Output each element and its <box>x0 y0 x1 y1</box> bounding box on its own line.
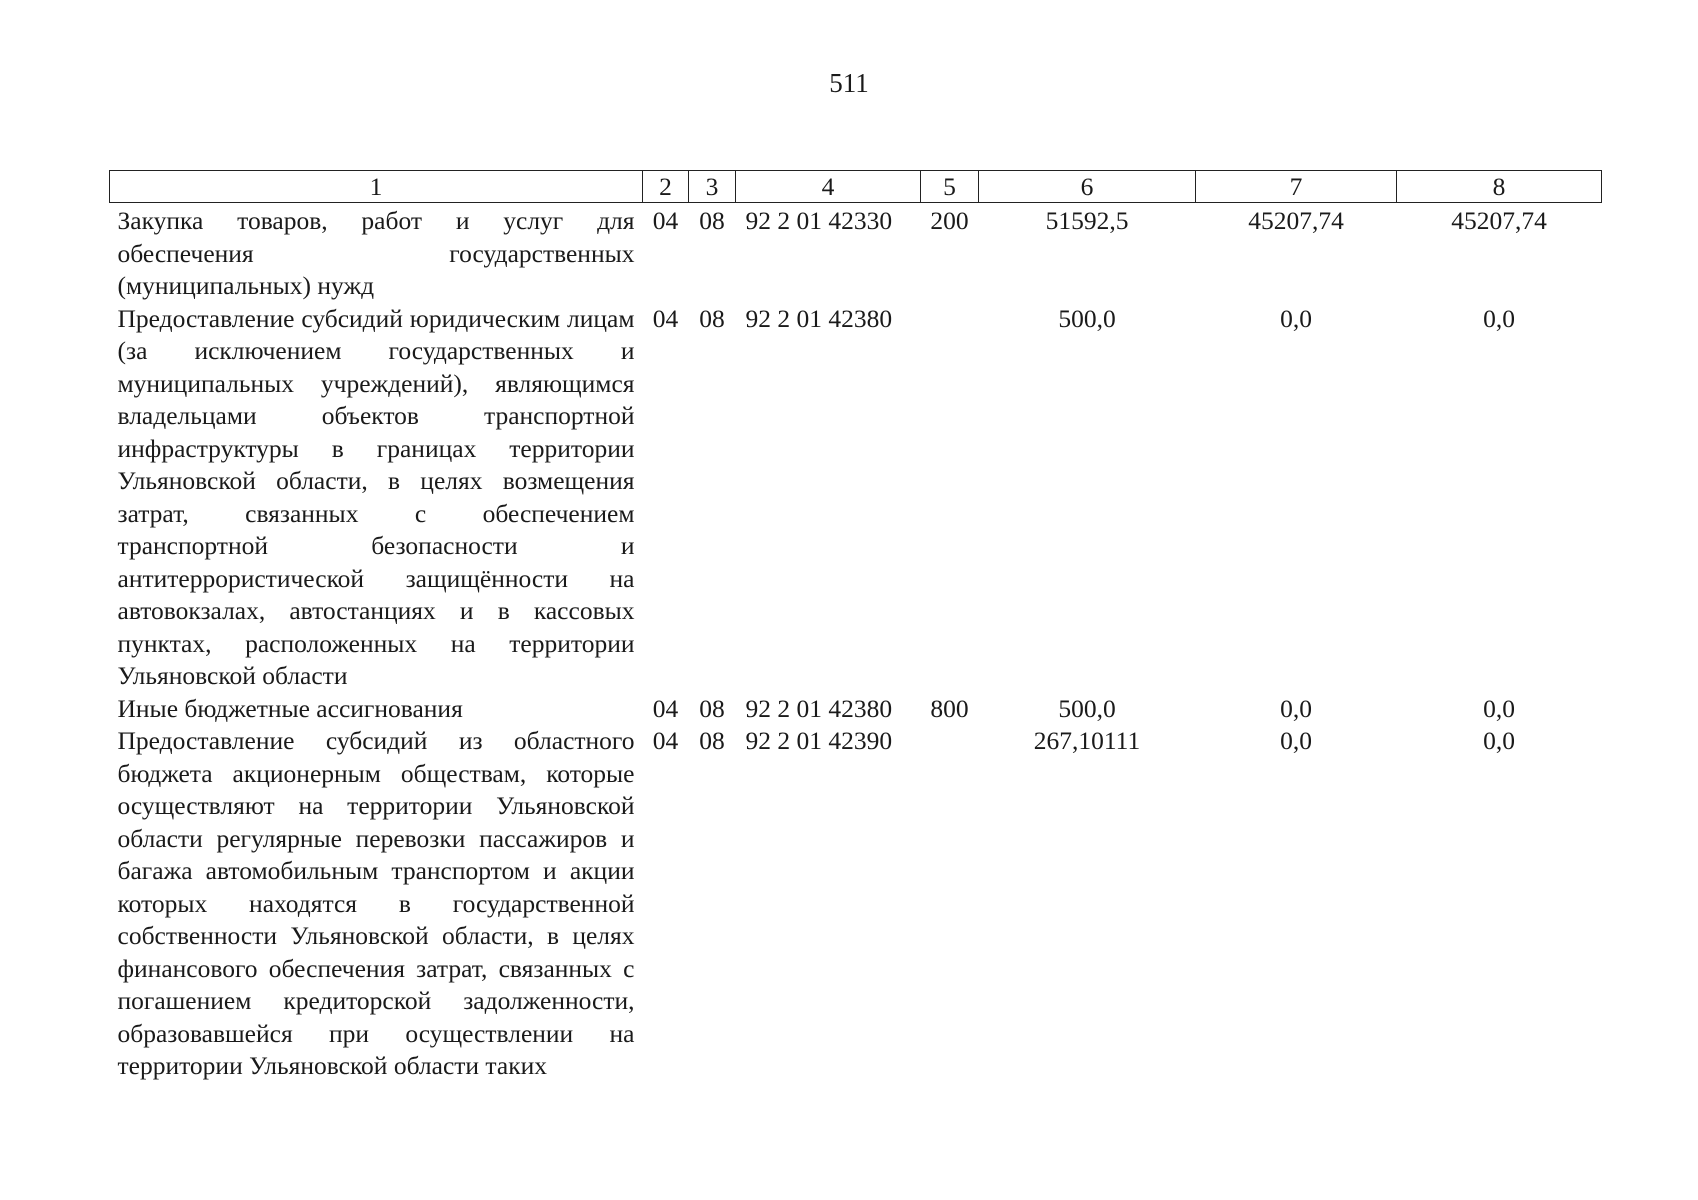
table-row <box>110 725 1602 1083</box>
row-section: 04 <box>652 726 679 755</box>
budget-table <box>109 170 1602 1083</box>
header-col-1: 1 <box>110 171 643 203</box>
page-number: 511 <box>829 68 869 98</box>
header-col-6: 6 <box>979 171 1196 203</box>
row-expense-type <box>921 303 979 693</box>
row-target-code: 92 2 01 42380 <box>745 303 893 333</box>
row-amount-7: 0,0 <box>1280 303 1312 333</box>
row-section: 04 <box>652 206 679 235</box>
row-section: 04 <box>652 693 679 723</box>
row-description: Иные бюджетные ассигнования <box>117 693 463 723</box>
row-amount-8: 0,0 <box>1483 303 1515 333</box>
row-subsection: 08 <box>699 303 725 333</box>
table-row <box>110 203 1602 303</box>
row-amount-7: 0,0 <box>1280 693 1312 723</box>
header-col-4: 4 <box>736 171 921 203</box>
header-col-8: 8 <box>1397 171 1602 203</box>
row-amount-8: 0,0 <box>1483 693 1515 723</box>
row-target-code: 92 2 01 42390 <box>745 726 893 755</box>
row-amount-7: 0,0 <box>1280 726 1312 755</box>
header-row <box>110 171 1602 203</box>
row-subsection: 08 <box>699 206 725 235</box>
row-subsection: 08 <box>699 726 725 755</box>
header-col-3: 3 <box>689 171 736 203</box>
row-target-code: 92 2 01 42380 <box>745 693 893 723</box>
row-amount-8: 45207,74 <box>1451 206 1547 235</box>
table-row <box>110 693 1602 726</box>
header-col-5: 5 <box>921 171 979 203</box>
row-description: Закупка товаров, работ и услуг для обеспечения государственных (муниципальных) нужд <box>117 206 635 300</box>
header-col-7: 7 <box>1196 171 1397 203</box>
row-expense-type: 800 <box>930 693 969 723</box>
row-amount-6: 500,0 <box>1058 693 1116 723</box>
row-amount-6: 500,0 <box>1058 303 1116 333</box>
row-description: Предоставление субсидий юридическим лицам (за исключением государственных и муниципальных учреждений), являющимся владельцами объектов транспортной инфраструктуры в границах территории Ульяновской области, в целях возмещения затрат, связанных с обеспечением транспортной безопасности и антитеррористической защищённости на автовокзалах, автостанциях и в кассовых пунктах, расположенных на территории Ульяновской области <box>117 303 635 690</box>
row-description: Предоставление субсидий из областного бюджета акционерным обществам, которые осуществляют на территории Ульяновской области регулярные перевозки пассажиров и багажа автомобильным транспортом и акции которых находятся в государственной собственности Ульяновской области, в целях финансового обеспечения затрат, связанных с погашением кредиторской задолженности, образовавшейся при осуществлении на территории Ульяновской области таких <box>117 726 635 1080</box>
row-subsection: 08 <box>699 693 725 723</box>
row-target-code: 92 2 01 42330 <box>745 206 893 235</box>
row-amount-7: 45207,74 <box>1248 206 1344 235</box>
row-amount-6: 51592,5 <box>1045 206 1129 235</box>
row-expense-type: 200 <box>930 206 969 235</box>
table-row <box>110 303 1602 693</box>
header-col-2: 2 <box>643 171 689 203</box>
row-section: 04 <box>652 303 679 333</box>
row-amount-6: 267,10111 <box>1033 726 1141 755</box>
row-amount-8: 0,0 <box>1483 726 1515 755</box>
row-expense-type <box>921 725 979 1083</box>
